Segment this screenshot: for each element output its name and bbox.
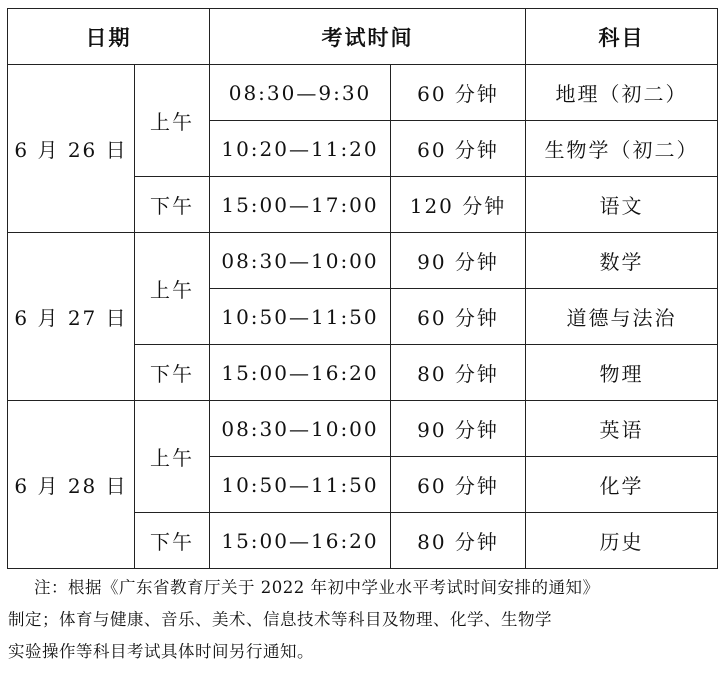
duration-cell: 60 分钟 — [391, 289, 526, 345]
duration-cell: 90 分钟 — [391, 233, 526, 289]
pm-cell: 下午 — [135, 177, 210, 233]
footnote-line-1: 注：根据《广东省教育厅关于 2022 年初中学业水平考试时间安排的通知》 — [34, 578, 600, 597]
header-date: 日期 — [8, 9, 210, 65]
subject-cell: 道德与法治 — [526, 289, 718, 345]
duration-cell: 80 分钟 — [391, 513, 526, 569]
header-subject: 科目 — [526, 9, 718, 65]
time-cell: 08:30—9:30 — [210, 65, 391, 121]
subject-cell: 生物学（初二） — [526, 121, 718, 177]
table-row — [8, 65, 718, 121]
table-row — [8, 401, 718, 457]
subject-cell: 语文 — [526, 177, 718, 233]
footnote-line-3: 实验操作等科目考试具体时间另行通知。 — [8, 642, 314, 661]
am-cell: 上午 — [135, 65, 210, 177]
duration-cell: 80 分钟 — [391, 345, 526, 401]
pm-cell: 下午 — [135, 513, 210, 569]
duration-cell: 90 分钟 — [391, 401, 526, 457]
footnote — [8, 572, 714, 668]
pm-cell: 下午 — [135, 345, 210, 401]
subject-cell: 数学 — [526, 233, 718, 289]
am-cell: 上午 — [135, 233, 210, 345]
duration-cell: 60 分钟 — [391, 121, 526, 177]
subject-cell: 英语 — [526, 401, 718, 457]
subject-cell: 地理（初二） — [526, 65, 718, 121]
duration-cell: 60 分钟 — [391, 65, 526, 121]
header-time: 考试时间 — [210, 9, 526, 65]
subject-cell: 历史 — [526, 513, 718, 569]
header-row — [8, 9, 718, 65]
date-cell: 6 月 28 日 — [8, 401, 135, 569]
time-cell: 08:30—10:00 — [210, 233, 391, 289]
time-cell: 15:00—16:20 — [210, 513, 391, 569]
time-cell: 10:50—11:50 — [210, 289, 391, 345]
subject-cell: 物理 — [526, 345, 718, 401]
duration-cell: 60 分钟 — [391, 457, 526, 513]
footnote-line-2: 制定；体育与健康、音乐、美术、信息技术等科目及物理、化学、生物学 — [8, 610, 552, 629]
time-cell: 15:00—16:20 — [210, 345, 391, 401]
time-cell: 15:00—17:00 — [210, 177, 391, 233]
exam-schedule-table — [7, 8, 718, 569]
duration-cell: 120 分钟 — [391, 177, 526, 233]
table-row — [8, 233, 718, 289]
date-cell: 6 月 26 日 — [8, 65, 135, 233]
date-cell: 6 月 27 日 — [8, 233, 135, 401]
time-cell: 10:20—11:20 — [210, 121, 391, 177]
subject-cell: 化学 — [526, 457, 718, 513]
time-cell: 08:30—10:00 — [210, 401, 391, 457]
am-cell: 上午 — [135, 401, 210, 513]
time-cell: 10:50—11:50 — [210, 457, 391, 513]
